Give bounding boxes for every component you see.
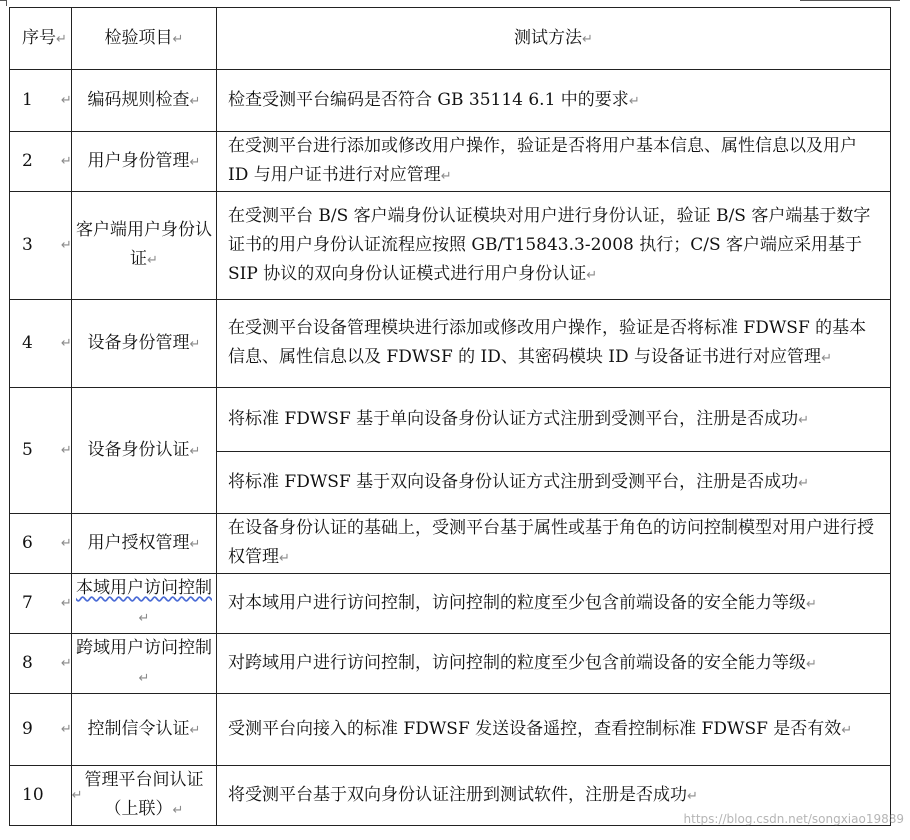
test-method-cell: 将受测平台基于双向身份认证注册到测试软件，注册是否成功↵ [217,766,891,826]
row-number-cell: 4 ↵ [10,300,72,388]
header-cell-item: 检验项目↵ [72,8,217,70]
inspection-item-cell: 控制信令认证↵ [72,694,217,766]
inspection-item-cell: 用户身份管理↵ [72,132,217,192]
row-number-cell: 8 ↵ [10,634,72,694]
inspection-item-cell: 管理平台间认证（上联）↵ [72,766,217,826]
table-row [10,634,891,694]
header-cell-method: 测试方法↵ [217,8,891,70]
header-cell-no: 序号↵ [10,8,72,70]
inspection-item-cell: 本域用户访问控制↵ [72,574,217,634]
inspection-item-cell: 设备身份管理↵ [72,300,217,388]
row-number-cell: 5 ↵ [10,388,72,514]
inspection-item-cell: 设备身份认证↵ [72,388,217,514]
row-number-cell: 6 ↵ [10,514,72,574]
table-row [10,300,891,388]
test-method-cell: 对跨域用户进行访问控制，访问控制的粒度至少包含前端设备的安全能力等级↵ [217,634,891,694]
test-method-cell: 在设备身份认证的基础上，受测平台基于属性或基于角色的访问控制模型对用户进行授权管理↵ [217,514,891,574]
table-row [10,514,891,574]
inspection-table [9,7,891,826]
test-method-cell: 将标准 FDWSF 基于单向设备身份认证方式注册到受测平台，注册是否成功↵ [217,388,891,452]
test-method-cell: 将标准 FDWSF 基于双向设备身份认证方式注册到受测平台，注册是否成功↵ [217,452,891,514]
table-row [10,694,891,766]
row-number-cell: 9 ↵ [10,694,72,766]
inspection-item-cell: 用户授权管理↵ [72,514,217,574]
table-row [10,574,891,634]
row-number-cell: 3 ↵ [10,192,72,300]
watermark: https://blog.csdn.net/songxiao19889 [683,812,904,826]
inspection-item-cell: 客户端用户身份认证↵ [72,192,217,300]
inspection-item-cell: 跨域用户访问控制↵ [72,634,217,694]
test-method-cell: 在受测平台设备管理模块进行添加或修改用户操作，验证是否将标准 FDWSF 的基本信息、属性信息以及 FDWSF 的 ID、其密码模块 ID 与设备证书进行对应管理↵ [217,300,891,388]
inspection-item-cell: 编码规则检查↵ [72,70,217,132]
row-number-cell: 7 ↵ [10,574,72,634]
row-number-cell: 2 ↵ [10,132,72,192]
table-row [10,192,891,300]
table-row [10,70,891,132]
test-method-cell: 在受测平台 B/S 客户端身份认证模块对用户进行身份认证，验证 B/S 客户端基于数字证书的用户身份认证流程应按照 GB/T15843.3-2008 执行；C/S 客户端应采用基于 SIP 协议的双向身份认证模式进行用户身份认证↵ [217,192,891,300]
table-header-row [10,8,891,70]
table-row [10,388,891,452]
test-method-cell: 检查受测平台编码是否符合 GB 35114 6.1 中的要求↵ [217,70,891,132]
test-method-cell: 在受测平台进行添加或修改用户操作，验证是否将用户基本信息、属性信息以及用户 ID 与用户证书进行对应管理↵ [217,132,891,192]
row-number-cell: 1 ↵ [10,70,72,132]
test-method-cell: 受测平台向接入的标准 FDWSF 发送设备遥控，查看控制标准 FDWSF 是否有效↵ [217,694,891,766]
row-number-cell: 10 ↵ [10,766,72,826]
table-row [10,132,891,192]
test-method-cell: 对本域用户进行访问控制，访问控制的粒度至少包含前端设备的安全能力等级↵ [217,574,891,634]
